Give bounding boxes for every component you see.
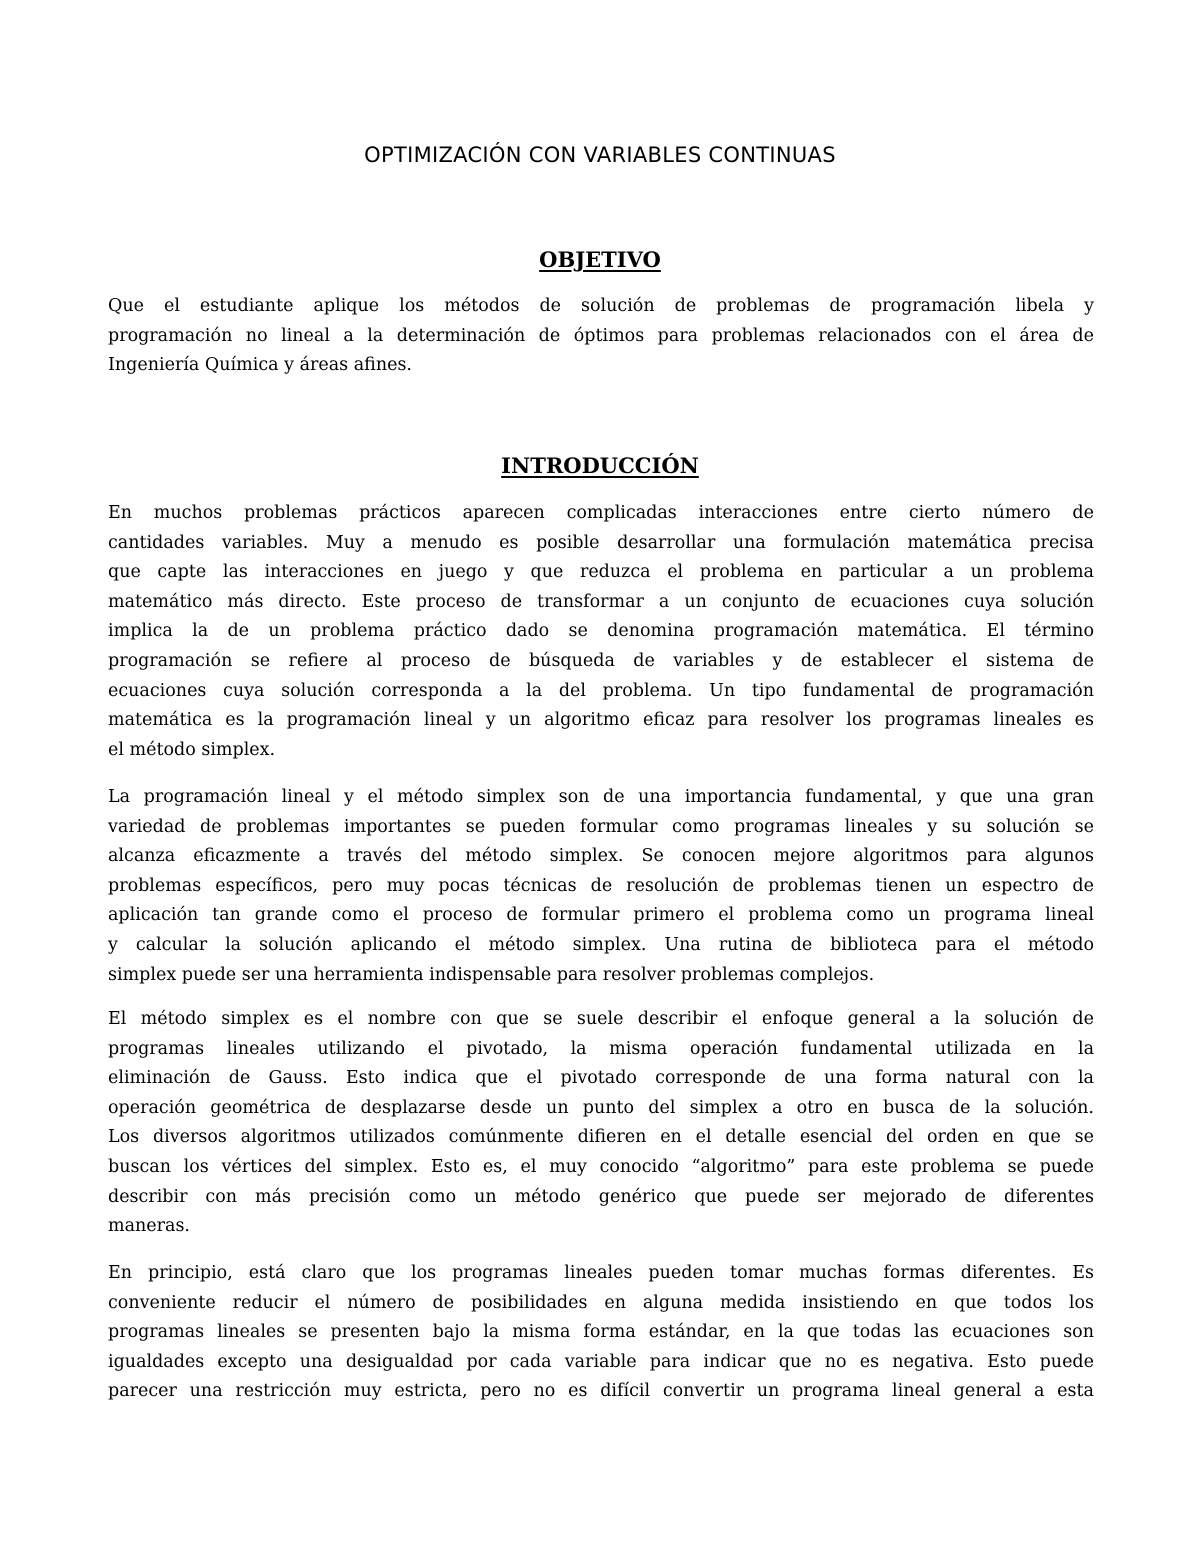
text-line: cantidades variables. Muy a menudo es posible desarrollar una formulación matemática precisa xyxy=(108,532,1094,553)
text-line: buscan los vértices del simplex. Esto es, el muy conocido “algoritmo” para este problema se puede xyxy=(108,1156,1094,1177)
text-line: Que el estudiante aplique los métodos de solución de problemas de programación libela y xyxy=(108,296,1094,316)
introduccion-heading: INTRODUCCIÓN xyxy=(501,453,699,478)
text-line: En muchos problemas prácticos aparecen complicadas interacciones entre cierto número de xyxy=(108,503,1094,523)
intro-paragraph-4 xyxy=(108,1259,1094,1407)
text-line: programas lineales se presenten bajo la misma forma estándar, en la que todas las ecuaciones son xyxy=(108,1322,1094,1343)
text-line: simplex puede ser una herramienta indispensable para resolver problemas complejos. xyxy=(108,964,875,985)
text-line: matemático más directo. Este proceso de transformar a un conjunto de ecuaciones cuya solución xyxy=(108,591,1094,612)
text-line: programación se refiere al proceso de búsqueda de variables y de establecer el sistema de xyxy=(108,650,1094,671)
text-line: que capte las interacciones en juego y que reduzca el problema en particular a un problema xyxy=(108,562,1094,583)
text-line: Los diversos algoritmos utilizados comúnmente difieren en el detalle esencial del orden en que se xyxy=(108,1127,1094,1148)
text-line: variedad de problemas importantes se pueden formular como programas lineales y su solución se xyxy=(108,816,1094,837)
text-line: ecuaciones cuya solución corresponda a la del problema. Un tipo fundamental de programación xyxy=(108,680,1094,701)
text-line: Ingeniería Química y áreas afines. xyxy=(108,355,412,376)
objetivo-paragraph xyxy=(108,292,1094,381)
text-line: parecer una restricción muy estricta, pero no es difícil convertir un programa lineal general a esta xyxy=(108,1381,1094,1402)
text-line: matemática es la programación lineal y un algoritmo eficaz para resolver los programas lineales es xyxy=(108,710,1094,731)
text-line: maneras. xyxy=(108,1216,190,1237)
text-line: conveniente reducir el número de posibilidades en alguna medida insistiendo en que todos los xyxy=(108,1292,1094,1313)
text-line: programación no lineal a la determinación de óptimos para problemas relacionados con el área de xyxy=(108,325,1094,346)
text-line: describir con más precisión como un método genérico que puede ser mejorado de diferentes xyxy=(108,1186,1094,1207)
intro-paragraph-3 xyxy=(108,1005,1094,1242)
text-line: aplicación tan grande como el proceso de formular primero el problema como un programa lineal xyxy=(108,905,1094,926)
text-line: el método simplex. xyxy=(108,739,276,760)
text-line: eliminación de Gauss. Esto indica que el pivotado corresponde de una forma natural con la xyxy=(108,1068,1094,1089)
text-line: alcanza eficazmente a través del método simplex. Se conocen mejore algoritmos para algunos xyxy=(108,846,1094,867)
text-line: igualdades excepto una desigualdad por cada variable para indicar que no es negativa. Esto puede xyxy=(108,1351,1094,1372)
text-line: problemas específicos, pero muy pocas técnicas de resolución de problemas tienen un espectro de xyxy=(108,875,1094,896)
text-line: La programación lineal y el método simplex son de una importancia fundamental, y que una gran xyxy=(108,787,1094,807)
text-line: operación geométrica de desplazarse desde un punto del simplex a otro en busca de la solución. xyxy=(108,1097,1094,1118)
text-line: y calcular la solución aplicando el método simplex. Una rutina de biblioteca para el método xyxy=(108,934,1094,955)
intro-paragraph-2 xyxy=(108,783,1094,990)
text-line: En principio, está claro que los programas lineales pueden tomar muchas formas diferentes. Es xyxy=(108,1263,1094,1283)
text-line: implica la de un problema práctico dado se denomina programación matemática. El término xyxy=(108,621,1094,642)
document-title: OPTIMIZACIÓN CON VARIABLES CONTINUAS xyxy=(364,143,836,167)
text-line: El método simplex es el nombre con que se suele describir el enfoque general a la solución de xyxy=(108,1009,1094,1029)
intro-paragraph-1 xyxy=(108,499,1094,765)
objetivo-heading: OBJETIVO xyxy=(539,247,661,272)
text-line: programas lineales utilizando el pivotado, la misma operación fundamental utilizada en la xyxy=(108,1038,1094,1059)
